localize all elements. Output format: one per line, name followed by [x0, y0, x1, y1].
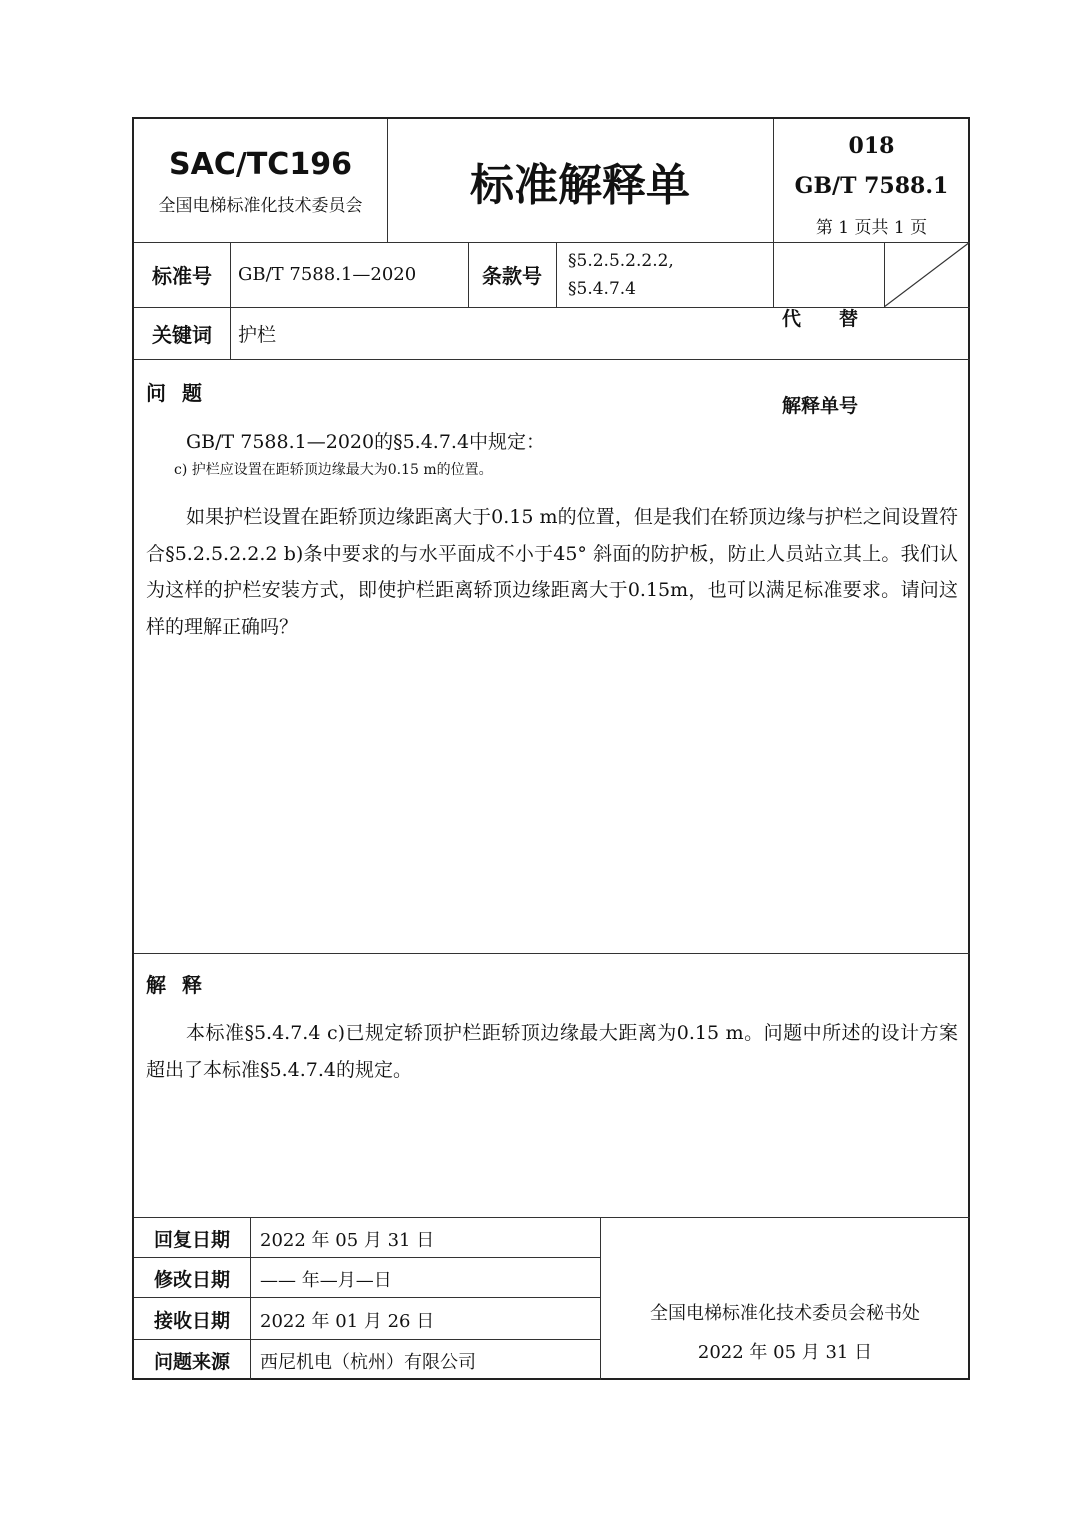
std-no-value: GB/T 7588.1—2020 [238, 264, 417, 285]
divider [773, 242, 774, 307]
source-label: 问题来源 [153, 1351, 230, 1373]
clause-label: 条款号 [482, 264, 542, 288]
modify-date-value: —— 年—月—日 [260, 1270, 392, 1291]
divider [556, 242, 557, 307]
answer-body: 本标准§5.4.7.4 c)已规定轿顶护栏距轿顶边缘最大距离为0.15 m。问题中所述的设计方案超出了本标准§5.4.7.4的规定。 [146, 1022, 958, 1081]
divider [134, 1257, 600, 1258]
divider [134, 1339, 600, 1340]
divider [134, 359, 970, 360]
clause-value-1: §5.2.5.2.2.2, [568, 251, 674, 271]
question-title: 问题 [146, 381, 218, 405]
divider [230, 242, 231, 307]
org-code: SAC/TC196 [169, 147, 352, 182]
question-quote: c) 护栏应设置在距轿顶边缘最大为0.15 m的位置。 [174, 462, 493, 478]
std-no-label: 标准号 [152, 264, 212, 288]
source-value: 西尼机电（杭州）有限公司 [260, 1352, 476, 1373]
reply-date-label: 回复日期 [153, 1229, 230, 1251]
clause-value-2: §5.4.7.4 [568, 279, 636, 299]
sheet-number: 018 [848, 133, 895, 159]
divider [230, 307, 231, 359]
standard-code: GB/T 7588.1 [794, 173, 949, 199]
page-info: 第 1 页共 1 页 [815, 218, 928, 238]
org-block [134, 119, 387, 242]
divider [134, 1217, 970, 1218]
receive-date-label: 接收日期 [153, 1310, 230, 1332]
clause-value [568, 247, 674, 303]
receive-date-value: 2022 年 01 月 26 日 [260, 1311, 435, 1332]
org-name: 全国电梯标准化技术委员会 [158, 196, 363, 216]
answer-title: 解释 [146, 973, 218, 997]
question-intro-text: GB/T 7588.1—2020的§5.4.7.4中规定： [186, 431, 546, 453]
modify-date-label: 修改日期 [153, 1269, 230, 1291]
keyword-value: 护栏 [238, 323, 277, 346]
interpretation-sheet [132, 117, 970, 1380]
divider [250, 1217, 251, 1380]
empty-cell-slash [884, 242, 970, 307]
reply-date-value: 2022 年 05 月 31 日 [260, 1230, 435, 1251]
doc-title: 标准解释单 [470, 159, 690, 211]
number-block [773, 119, 970, 242]
sign-org: 全国电梯标准化技术委员会秘书处 [650, 1303, 920, 1324]
replace-label-2: 解释单号 [782, 395, 859, 417]
divider [134, 1297, 600, 1298]
replace-label-1: 代 替 [782, 308, 859, 330]
question-intro [146, 424, 958, 461]
question-body: 如果护栏设置在距轿顶边缘距离大于0.15 m的位置，但是我们在轿顶边缘与护栏之间设置符合§5.2.5.2.2.2 b)条中要求的与水平面成不小于45° 斜面的防护板，防止人员站立其上。我们认为这样的护栏安装方式，即使护栏距离轿顶边缘距离大于0.15m，也可以满足标准要求。请问这样的理解正确吗？ [146, 506, 958, 638]
keyword-label: 关键词 [152, 322, 212, 347]
divider [134, 953, 970, 954]
sign-date: 2022 年 05 月 31 日 [697, 1342, 873, 1363]
